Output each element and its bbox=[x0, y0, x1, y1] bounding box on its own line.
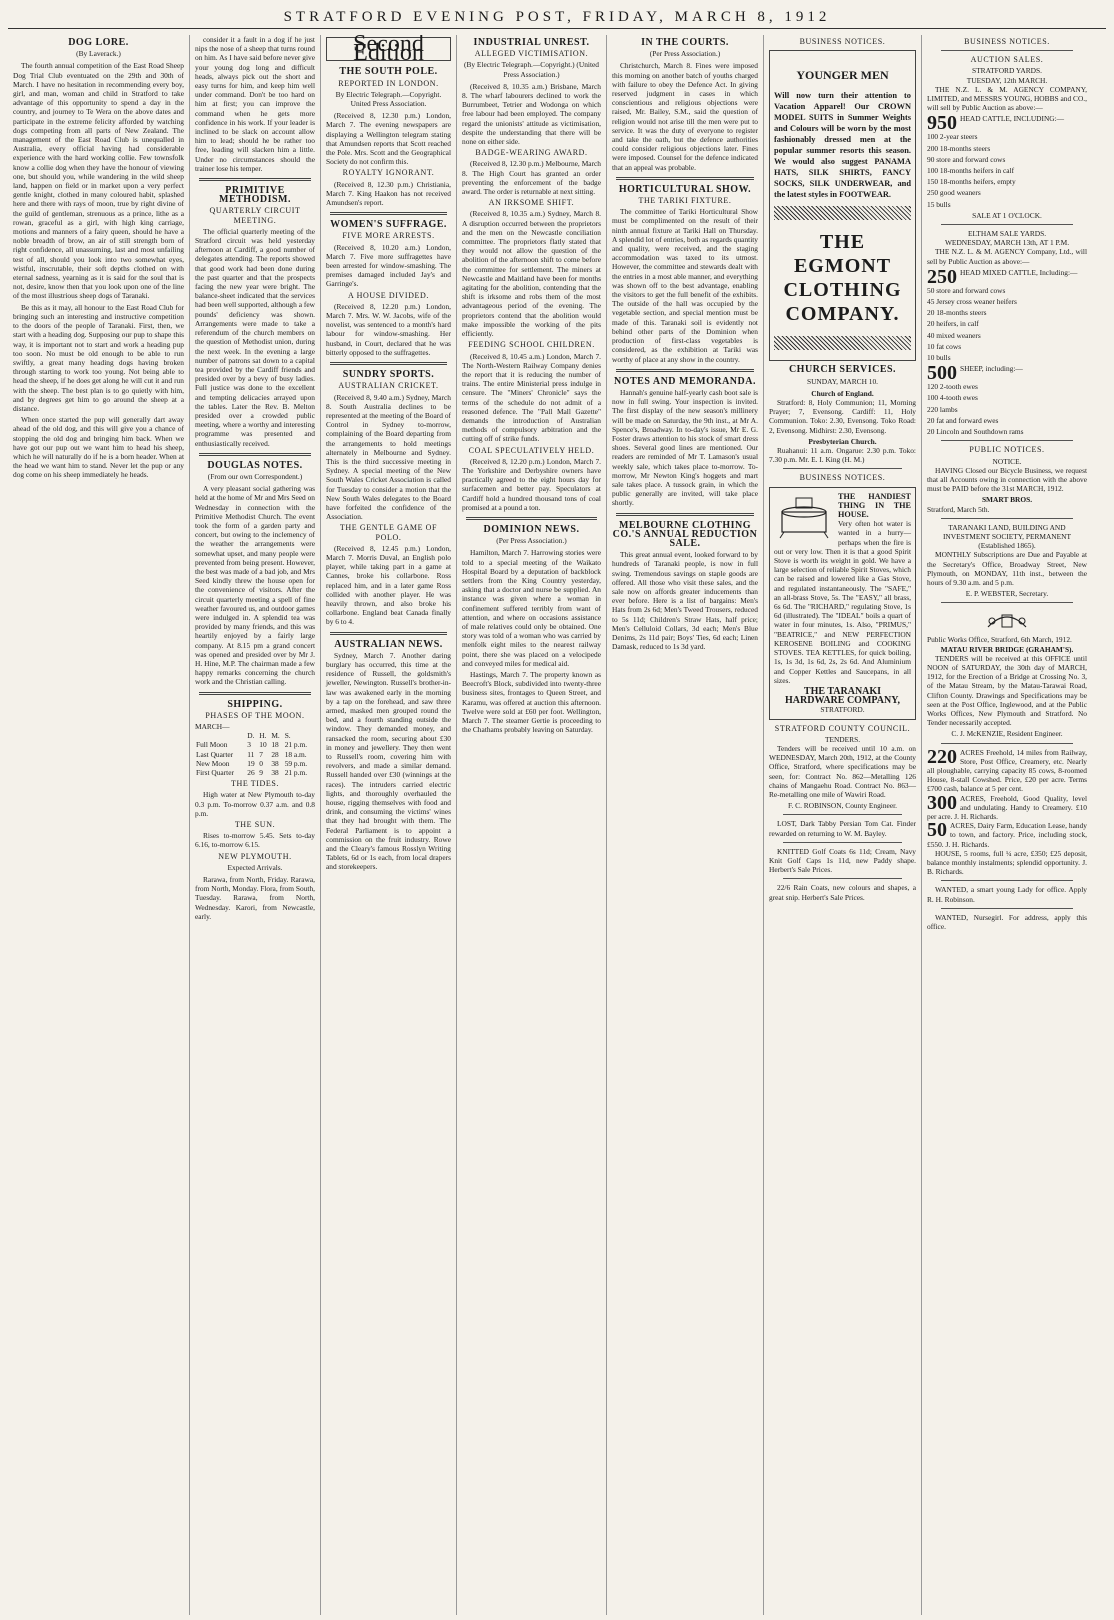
south-pole-title: THE SOUTH POLE. bbox=[339, 66, 438, 78]
polo-subtitle: THE GENTLE GAME OF POLO. bbox=[339, 523, 438, 542]
egmont-company-name: THE EGMONT CLOTHING COMPANY. bbox=[783, 231, 902, 326]
wanted-lady-notice: WANTED, a smart young Lady for office. Apply R. H. Robinson. bbox=[927, 885, 1087, 904]
feeding-text: (Received 8, 10.45 a.m.) London, March 7. The North-Western Railway Company denies the report that it is reducing the number of trains. The entire Ministerial press indulge in censure. The "Miners' Chronicle" says the terms of the schedule do not admit of a reasoned defence. The "Pall Mall Gazette" demands the introduction of Australian methods of compulsory arbitration and the cutting off of strike funds. bbox=[462, 351, 601, 444]
coal-text: (Received 8, 12.20 p.m.) London, March 7. The Yorkshire and Derbyshire owners have practically agreed to the eight hours day for surfacemen and better pay. Speculators at Cardiff hold a hundred thousand tons of coal promised at a pound a ton. bbox=[462, 456, 601, 512]
dog-lore-continued: consider it a fault in a dog if he just nips the nose of a sheep that turns round on him. As I have said before never give your young dog long and difficult heads, always pick out the short and easy turns for him, and keep him well under command. Don't be too hard on him at first; you can improve the command when he gets more confidence in his work. If your leader is inclined to be slack on account allow him to lead; should he be rather too free, leading will slacken him a little. Under no circumstances should the trainer lose his temper. bbox=[195, 35, 315, 173]
douglas-text: A very pleasant social gathering was held at the home of Mr and Mrs Seed on Wednesday in connection with the Primitive Methodist Church. The event took the form of a garden party and concert, but owing to the inclemency of the weather the arrangements were somewhat upset, and many people were prevented from being present. However, the best was made of a bad job, and Mrs Seed kindly threw the house open for the convenience of visitors. After the circuit quarterly meeting a spell of fine weather favoured us, and outdoor games were indulged in. A splendid tea was provided by many friends, and this was heartily enjoyed by a fairly large company. At 8.15 pm a grand concert was opened and presided over by Mr J. H. Hine, M.P. The chairman made a few happy remarks concerning the church work and the Christian calling. bbox=[195, 484, 315, 687]
acres-50-text: ACRES, Dairy Farm, Education Lease, handy to town, and factory. Price, including stock, £550. J. H. Richards. bbox=[927, 821, 1087, 849]
cattle-950-number: 950 bbox=[927, 112, 957, 135]
south-pole-credit: By Electric Telegraph.—Copyright. United Press Association. bbox=[335, 89, 442, 109]
acres-300-block bbox=[927, 791, 1087, 822]
resident-engineer: C. J. McKENZIE, Resident Engineer. bbox=[951, 729, 1063, 739]
douglas-subtitle: (From our own Correspondent.) bbox=[207, 471, 303, 481]
acres-220-text: ACRES Freehold, 14 miles from Railway, Store, Post Office, Creamery, etc. Nearly all ploughable, carrying capacity 85 cows, 8-roomed House, 8-stall Cowshed. Price, £20 per acre. Terms £700 cash, balance at 5 per cent. bbox=[927, 747, 1087, 794]
moon-row: New Moon 19 0 38 59 p.m. bbox=[196, 758, 308, 768]
masthead: STRATFORD EVENING POST, FRIDAY, MARCH 8, 1912 bbox=[8, 6, 1106, 29]
stratford-yards-date: TUESDAY, 12th MARCH. bbox=[966, 75, 1048, 85]
shipping-title: SHIPPING. bbox=[227, 698, 283, 710]
acres-300-text: ACRES, Freehold, Good Quality, level and undulating. Handy to Creamery. £10 per acre. J. H. Richards. bbox=[927, 793, 1087, 821]
business-notices-2-title: BUSINESS NOTICES. bbox=[799, 473, 886, 483]
victimisation-text: (Received 8, 10.35 a.m.) Brisbane, March 8. The wharf labourers declined to work the Burrumbeet, Tetrier and Wodonga on which free labour had been employed. The company regard the unionists' attitude as victimisation, despite the understanding that there will be none on either side. bbox=[462, 81, 601, 147]
cattle-item: 20 heifers, in calf bbox=[927, 319, 979, 329]
acres-50-number: 50 bbox=[927, 819, 947, 842]
acres-300-number: 300 bbox=[927, 791, 957, 814]
eltham-yards: ELTHAM SALE YARDS. bbox=[967, 229, 1047, 239]
cattle-950-block bbox=[927, 112, 1087, 135]
cattle-item: 10 fat cows bbox=[927, 341, 962, 351]
feeding-subtitle: FEEDING SCHOOL CHILDREN. bbox=[468, 340, 595, 350]
building-society-text: MONTHLY Subscriptions are Due and Payable at the Secretary's Office, Broadway Street, New Plymouth, on MONDAY, 11th inst., between the hours of 9.30 a.m. and 5 p.m. bbox=[927, 550, 1087, 587]
handiest-heading: THE HANDIEST THING IN THE HOUSE. bbox=[838, 491, 911, 520]
cattle-item: 20 18-months steers bbox=[927, 308, 987, 318]
cricket-text: (Received 8, 9.40 a.m.) Sydney, March 8. South Australia declines to be represented at the meeting of the Board of Control in Sydney to-morrow, complaining of the Board departing from the arrangements to hold meetings alternately in Melbourne and Sydney. This is the third successive meeting in Sydney. A special meeting of the New South Wales Cricket Association is called for Tuesday to consider a motion that the New South Wales delegates to the Board have forfeited the confidence of the Association. bbox=[326, 392, 451, 522]
decorative-hatch-top bbox=[774, 206, 911, 220]
spirit-stove-illustration bbox=[774, 494, 834, 540]
cattle-250-number: 250 bbox=[927, 265, 957, 288]
tides-title: THE TIDES. bbox=[230, 779, 280, 789]
bicycle-notice-text: HAVING Closed our Bicycle Business, we request that all Accounts owing in connection with the above must be PAID before the 31st MARCH, 1912. bbox=[927, 465, 1087, 494]
dominion-news-title: DOMINION NEWS. bbox=[483, 523, 580, 535]
bridge-text: TENDERS will be received at this OFFICE until NOON of SATURDAY, the 30th day of MARCH, 1912, for the Erection of a Bridge at Crossing No. 3, of the Matau Stream, by the Matau-Tarawai Road, Clifton County. Drawings and Specifications may be seen at the Post Office, Inglewood, and at the Public Works Offices, New Plymouth and Stratford. No Tender necessarily accepted. bbox=[927, 653, 1087, 728]
shift-subtitle: AN IRKSOME SHIFT. bbox=[488, 198, 575, 208]
handiest-text: Very often hot water is wanted in a hurry—perhaps when the fire is out or very low. Then it is that a good Spirit Stove is worth its weight in gold. We have a large selection of reliable Spirit Stoves, which can be raised and lowered like a Gas Stove, and regulated instantaneously. The "SAFE," an all-brass Stove, 5s. The "EASY," all brass, 6s 6d. The "RICHARD," regulating Stove, 1s 6d (illustrated). The "IDEAL" boils a quart of water in four minutes, 1s. Also, "PRIMUS," "BEATRICE," and NEW PERFECTION KEROSENE BOILING and COOKING STOVES. TEA KETTLES, for quick boiling, 1s, 1s 3d, 1s 6d, 2s, 2s 6d. And Aluminium and Copper Kettles and Saucepans, in all sizes. bbox=[774, 519, 911, 685]
sheep-item: 100 4-tooth ewes bbox=[927, 393, 978, 403]
secretary: E. P. WEBSTER, Secretary. bbox=[965, 589, 1049, 599]
arrests-text: (Received 8, 10.20 a.m.) London, March 7. Five more suffragettes have been arrested for window-smashing. The premises damaged included Jay's and Garringe's. bbox=[326, 242, 451, 289]
dog-lore-text-3: When once started the pup will generally dart away ahead of the old dog, and this will give you a chance of stopping the old dog and bringing him back. When we have got our pup out we want him to head his sheep, which he will naturally do if he is a born header. When at the head we want him to stand. Never let the pup or any dog come on his sheep immediately he heads. bbox=[13, 415, 184, 480]
wanted-nursegirl-notice: WANTED, Nursegirl. For address, apply this office. bbox=[927, 912, 1087, 932]
second-edition-banner: Second Edition bbox=[326, 37, 451, 61]
column-4 bbox=[457, 35, 607, 1615]
courts-title: IN THE COURTS. bbox=[641, 37, 729, 48]
younger-men-text: Will now turn their attention to Vacation Apparel! Our CROWN MODEL SUITS in Summer Weights and Colours will be worn by the most fashionably dressed men at the popular summer resorts this season. We would also suggest PANAMA HATS, SILK SHIRTS, FANCY SOCKS, SILK UNDERWEAR, and the latest styles in FOOTWEAR. bbox=[774, 91, 911, 200]
acres-220-block bbox=[927, 745, 1087, 794]
public-notices-title: PUBLIC NOTICES. bbox=[969, 445, 1045, 455]
sheep-item: 120 2-tooth ewes bbox=[927, 382, 978, 392]
sheep-500-number: 500 bbox=[927, 362, 957, 385]
public-works-office: Public Works Office, Stratford, 6th March, 1912. bbox=[927, 635, 1072, 645]
south-pole-text: (Received 8, 12.30 p.m.) London, March 7. The evening newspapers are displaying a Wellington telegram stating that Amundsen reports that Scott reached the Pole. Mrs. Scott and the Geographical Society do not confirm this. bbox=[326, 111, 451, 167]
sun-title: THE SUN. bbox=[234, 820, 276, 830]
industrial-credit: (By Electric Telegraph.—Copyright.) (United Press Association.) bbox=[463, 60, 599, 79]
hardware-advert bbox=[769, 487, 916, 720]
moon-row: First Quarter 26 9 38 21 p.m. bbox=[196, 768, 308, 778]
column-7 bbox=[922, 35, 1092, 1615]
moon-row: Full Moon 3 10 18 21 p.m. bbox=[196, 740, 308, 750]
house-divided-text: (Received 8, 12.20 p.m.) London, March 7. Mrs. W. W. Jacobs, wife of the novelist, was sentenced to a month's hard labour for window-smashing. Her husband, in Court, declared that he was bitterly opposed to the suffragettes. bbox=[326, 301, 451, 357]
acres-220-number: 220 bbox=[927, 745, 957, 768]
dog-lore-byline: (By Laverack.) bbox=[76, 49, 121, 59]
sundry-sports-title: SUNDRY SPORTS. bbox=[342, 369, 435, 381]
egmont-advert bbox=[769, 50, 916, 361]
methodism-text: The official quarterly meeting of the Stratford circuit was held yesterday afternoon at Cardiff, a good number of delegates attending. The reports showed that good work had been done during the past quarter and that the prospects facing the new year were bright. The balance-sheet indicated that the services had been well supported, although a few pounds' deficiency was shown. Arrangements were made to take a referendum of the church members on the question of Methodist union, during the next week. In the evening a large number of patrons sat down to a capital tea provided by the Cardiff friends and presided over by a bevy of busy ladies. Full justice was done to the excellent and tempting delicacies arrayed upon the tables. Later the Rev. B. Melton presided over a crowded public meeting, where a worthy and interesting programme was presented and enthusiastically received. bbox=[195, 226, 315, 448]
royalty-subtitle: ROYALTY IGNORANT. bbox=[342, 168, 435, 178]
sheep-500-block bbox=[927, 362, 1087, 385]
notes-text: Hannah's genuine half-yearly cash boot sale is now in full swing. Your inspection is invited. The first display of the new season's millinery will be made on Saturday, the 9th inst., at Mr A. Spence's, Broadway. In to-day's issue, Mr E. G. Foster draws attention to his stock of smart dress shoes. Several good lines are mentioned. Our readers are reminded of Mr T. Lamason's usual weekly sale, which takes place to-morrow. To-morrow, Mr Newton King's hoggets and mart sale takes place. A tussock grain, in which the public generally are invited, will take place shortly. bbox=[612, 387, 758, 508]
building-society-title: TARANAKI LAND, BUILDING AND INVESTMENT SOCIETY, PERMANENT (Established 1865). bbox=[942, 522, 1072, 551]
royalty-text: (Received 8, 12.30 p.m.) Christiania, March 7. King Haakon has not received Amundsen's report. bbox=[326, 179, 451, 208]
column-5 bbox=[607, 35, 764, 1615]
dominion-text-2: Hastings, March 7. The property known as Beecroft's Block, subdivided into twenty-three business sites, frontages to Queen Street, and Karamu, was offered at auction this afternoon. Twelve were sold at £60 per foot. Wellington, March 7. The steamer Gertie is proceeding to the Chathams probably leaving on Saturday. bbox=[462, 670, 601, 735]
cattle-item: 150 18-months heifers, empty bbox=[927, 177, 1016, 187]
crest-icon bbox=[982, 607, 1032, 633]
australian-news-text: Sydney, March 7. Another daring burglary has occurred, this time at the residence of Russell, the goldsmith's jeweller, Newington. Russell's brother-in-law was awakened early in the morning by a tap on the forehead, and saw three armed, masked men grouped round the bed, and a fourth standing outside the window. They demanded money, and ransacked the room, securing about £30 in money and jewellery. They then went to Russell's room, covering him with revolvers, and made a similar demand. Russell handed over £30 (winnings at the races). The intruders carried electric lights, and thoroughly overhauled the house, rigging themselves with food and drink, and consuming the victims' wines that they had brought with them. The Federal Parliament is to appoint a commission on the fruit industry. Rowe and the Cleary's famous Rosslyn Writing Tablets, 6d or 1s each, from local drapers and storekeepers. bbox=[326, 650, 451, 872]
rain-coats-notice: 22/6 Rain Coats, new colours and shapes, a great snip. Herbert's Sale Prices. bbox=[769, 883, 916, 902]
shift-text: (Received 8, 10.35 a.m.) Sydney, March 8. A disruption occurred between the proprietors and the men on the Newcastle conciliation committee. The proprietors flatly stated that they would not allow the question of the abolition of the afternoon shift to come before the committee for settlement. The miners at Newcastle and Maitland have been for months agitating for the abolition, contending that the shift is irksome and robs them of the most advantageous period of the evening. The proprietors contend that the abolition would make impossible the working of the pits efficiently. bbox=[462, 209, 601, 339]
cattle-item: 90 store and forward cows bbox=[927, 154, 1006, 164]
dog-lore-text: The fourth annual competition of the East Road Sheep Dog Trial Club eventuated on the 29th and 30th of March. I have no hesitation in recommending every boy, girl, and man, woman and child in Stratford to take advantage of this opportunity to spend a day in the country, and journey to Te Wera on the above dates and participate in the extreme felicity afforded by watching dogs competing from all parts of New Zealand. The management of the East Road Club is unequalled in Australia, every official having had considerable experience with the hard working collie. Few townsfolk know a collie dog when they have the honour of viewing one, but should you, while wandering in the wild sheep land, happen on field or in market upon a very perfect gentle knight, clothed in many coloured habit, splashed here and there with rays of moon, true by right divine of the guild of gentleman, strenuous as a prince, lithe as a rowan, graceful as a girl, with high king carriage, motions and manners of a fairy queen, should he have a noble breadth of brow, an air of still strength born of right confidence, all unassuming, last and most unfailing test of all, should you look into two somewhat eyes, wistful, inscrutable, their soft depths clothed on with eternal sadness, yearning as it is said for the soul that is not, desire, know then that you look upon one of the line of the most illustrious sheep dogs of Taranaki. bbox=[13, 61, 184, 301]
dominion-text: Hamilton, March 7. Harrowing stories were told to a special meeting of the Waikato Hospital Board by a deputation of backblock settlers from the King Country yesterday, asking that a doctor and nurse be supplied. An instance was given where a woman in confinement suffered terribly from want of attention, and where on occasions assistance of male relatives could only be obtained. One story was told of a woman who was carried by menfolk eight miles to the nearest railway point, there she was placed on a velocipede and conveyed miles for medical aid. bbox=[462, 548, 601, 668]
presbyterian-text: Ruahanui: 11 a.m. Ongarue: 2.30 p.m. Toko: 7.30 p.m. Mr. E. I. King (H. M.) bbox=[769, 446, 916, 465]
cattle-item: 250 good weaners bbox=[927, 188, 981, 198]
stratford-yards: STRATFORD YARDS. bbox=[972, 66, 1042, 76]
church-services-title: CHURCH SERVICES. bbox=[788, 364, 897, 376]
eltham-date: WEDNESDAY, MARCH 13th, AT 1 P.M. bbox=[944, 238, 1070, 248]
dominion-credit: (Per Press Association.) bbox=[496, 536, 567, 546]
arrests-subtitle: FIVE MORE ARRESTS. bbox=[342, 231, 435, 241]
sheep-item: 220 lambs bbox=[927, 404, 958, 414]
business-notices-right-title: BUSINESS NOTICES. bbox=[964, 37, 1050, 46]
badge-subtitle: BADGE-WEARING AWARD. bbox=[475, 148, 588, 158]
tenders-text: Tenders will be received until 10 a.m. on WEDNESDAY, March 20th, 1912, at the County Office, Stratford, where specifications may be seen, for: Contract No. 862—Metalling 126 chains of Mangaehu Road. Contract No. 863—Re-metalling one mile of Wawiri Road. bbox=[769, 743, 916, 799]
church-date: SUNDAY, MARCH 10. bbox=[806, 376, 879, 386]
womens-suffrage-title: WOMEN'S SUFFRAGE. bbox=[330, 219, 447, 231]
moon-header-row: D. H. M. S. bbox=[247, 731, 291, 741]
moon-table bbox=[195, 731, 315, 777]
house-notice: HOUSE, 5 rooms, full ¼ acre, £350; £25 deposit, balance monthly instalments; splendid opportunity. J. B. Richards. bbox=[927, 848, 1087, 877]
acres-50-block bbox=[927, 821, 1087, 849]
sheep-item: 20 Lincoln and Southdown rams bbox=[927, 427, 1024, 437]
column-6 bbox=[764, 35, 922, 1615]
cattle-item: 40 mixed weaners bbox=[927, 330, 981, 340]
cattle-item: 100 2-year steers bbox=[927, 132, 978, 142]
auction-sales-title: AUCTION SALES. bbox=[970, 55, 1044, 65]
columns bbox=[8, 35, 1106, 1615]
coal-subtitle: COAL SPECULATIVELY HELD. bbox=[468, 445, 595, 455]
column-2 bbox=[190, 35, 321, 1615]
hardware-town: STRATFORD. bbox=[820, 705, 865, 715]
dog-lore-title: DOG LORE. bbox=[68, 37, 129, 48]
decorative-hatch-bottom bbox=[774, 336, 911, 350]
cattle-item: 100 18-months heifers in calf bbox=[927, 166, 1015, 176]
cattle-250-block bbox=[927, 265, 1087, 288]
south-pole-subtitle: REPORTED IN LONDON. bbox=[338, 78, 439, 88]
horticultural-title: HORTICULTURAL SHOW. bbox=[618, 183, 752, 195]
sun-text: Rises to-morrow 5.45. Sets to-day 6.16, to-morrow 6.15. bbox=[195, 831, 315, 850]
tides-text: High water at New Plymouth to-day 0.3 p.m. To-morrow 0.37 a.m. and 0.8 p.m. bbox=[195, 790, 315, 818]
county-engineer: F. C. ROBINSON, County Engineer. bbox=[787, 801, 898, 811]
melbourne-clothing-text: This great annual event, looked forward to by hundreds of Taranaki people, is now in full swing. Tremendous savings on staple goods are offered. All those who visit these sales, and the sale now on affords greater inducements than ever before. Here is a list of bargains: Men's Hats from 2s 6d; Men's Tweed Trousers, reduced to 5s 11d; Children's Straw Hats, half price; Men's Celluloid Collars, 3d each; Men's Blue Denims, 2s 11d pair; Boys' Ties, 6d each; Linen Damask, reduced to 1s 3d yard. bbox=[612, 550, 758, 652]
agency-text: THE N.Z. L. & M. AGENCY COMPANY, LIMITED, and MESSRS YOUNG, HOBBS and CO., will sell by Public Auction as above:— bbox=[927, 84, 1087, 113]
presbyterian-church: Presbyterian Church. bbox=[808, 436, 877, 446]
dog-lore-text-2: Be this as it may, all honour to the East Road Club for bringing such an interesting and instructive competition to the doors of the people of Taranaki. First, then, we start with a heading dog. Supposing our pup to shape this way, it is important not to start and work a heading pup too soon. No must be old enough to be able to run swiftly, a great many heading dogs having broken through starting to work too young. Not being able to head the sheep, if he does get along he will cut it and run with the sheep. The best plan is to go quietly with him, and by degrees get him to go around the sheep at a distance. bbox=[13, 302, 184, 413]
moon-title: PHASES OF THE MOON. bbox=[205, 710, 305, 720]
business-notices-title: BUSINESS NOTICES. bbox=[799, 37, 886, 46]
house-divided-subtitle: A HOUSE DIVIDED. bbox=[348, 290, 429, 300]
column-3 bbox=[321, 35, 457, 1615]
notes-title: NOTES AND MEMORANDA. bbox=[614, 375, 756, 387]
sheep-500-text: SHEEP, including:— bbox=[960, 364, 1023, 374]
church-of-england-text: Stratford: 8, Holy Communion; 11, Morning Prayer; 7, Evensong. Cardiff: 11, Holy Communion. Toko: 2.30, Evensong. Toko Road: 2, Evensong. Midhirst: 2.30, Evensong. bbox=[769, 398, 916, 435]
sale-time: SALE AT 1 O'CLOCK. bbox=[972, 210, 1042, 220]
moon-month: MARCH— bbox=[195, 722, 230, 732]
church-of-england: Church of England. bbox=[811, 388, 874, 398]
polo-text: (Received 8, 12.45 p.m.) London, March 7. Morris Duval, an English polo player, while taking part in a game at Cannes, broke his collarbone. Ross replaced him, and in a later game Ross collided with another player. He was heavily thrown, and also broke his collarbone. England beat Canada finally by 6 to 4. bbox=[326, 543, 451, 627]
sheep-item: 20 fat and forward ewes bbox=[927, 415, 999, 425]
horticultural-text: The committee of Tariki Horticultural Show must be complimented on the result of their ninth annual fixture at Tariki Hall on Thursday. A splendid lot of entries, both as regards quantity and quality, were received, and the staging accommodation was taxed to its utmost. However, the committee and stewards dealt with the entries in a most able manner, and everything was shown off to the best advantage, enabling the visitors to get the full benefit of the exhibits. The outside of the hall was occupied by the vegetable section, and special mention must be made of this. Taranaki soil is evidently not behind other parts of the Dominion when production of first-class vegetables is considered, as the exhibition at Tariki was worthy of place at any show in the country. bbox=[612, 207, 758, 364]
tenders-title: TENDERS. bbox=[824, 734, 861, 744]
column-1 bbox=[8, 35, 190, 1615]
courts-credit: (Per Press Association.) bbox=[649, 49, 721, 59]
smart-bros-date: Stratford, March 5th. bbox=[927, 504, 990, 514]
younger-men-heading: YOUNGER MEN bbox=[796, 68, 889, 83]
douglas-title: DOUGLAS NOTES. bbox=[207, 459, 303, 471]
cattle-item: 45 Jersey cross weaner heifers bbox=[927, 297, 1017, 307]
county-council-title: STRATFORD COUNTY COUNCIL. bbox=[774, 723, 911, 733]
cricket-subtitle: AUSTRALIAN CRICKET. bbox=[338, 381, 439, 391]
expected-arrivals: Expected Arrivals. bbox=[227, 862, 283, 872]
hardware-company-name: THE TARANAKI HARDWARE COMPANY, bbox=[785, 685, 900, 707]
tariki-subtitle: THE TARIKI FIXTURE. bbox=[638, 196, 732, 206]
notice-heading: NOTICE. bbox=[992, 456, 1022, 466]
cattle-item: 200 18-months steers bbox=[927, 143, 991, 153]
new-plymouth-title: NEW PLYMOUTH. bbox=[218, 851, 292, 861]
lost-cat-notice: LOST, Dark Tabby Persian Tom Cat. Finder rewarded on returning to W. M. Bayley. bbox=[769, 819, 916, 838]
agency-2-text: THE N.Z. L. & M. AGENCY Company, Ltd., will sell by Public Auction as above:— bbox=[927, 247, 1087, 266]
methodism-subtitle: QUARTERLY CIRCUIT MEETING. bbox=[209, 206, 301, 225]
melbourne-clothing-title: MELBOURNE CLOTHING CO.'S ANNUAL REDUCTION SALE. bbox=[612, 519, 758, 549]
bridge-title: MATAU RIVER BRIDGE (GRAHAM'S). bbox=[940, 644, 1074, 654]
moon-row: Last Quarter 11 7 28 18 a.m. bbox=[196, 749, 307, 759]
methodism-title: PRIMITIVE METHODISM. bbox=[219, 185, 291, 206]
cattle-950-text: HEAD CATTLE, INCLUDING:— bbox=[960, 114, 1065, 124]
industrial-unrest-title: INDUSTRIAL UNREST. bbox=[473, 37, 590, 48]
smart-bros: SMART BROS. bbox=[981, 495, 1033, 505]
australian-news-title: AUSTRALIAN NEWS. bbox=[334, 638, 443, 650]
cattle-250-text: HEAD MIXED CATTLE, Including:— bbox=[960, 267, 1078, 277]
victimisation-subtitle: ALLEGED VICTIMISATION. bbox=[474, 49, 589, 59]
knitted-coats-notice: KNITTED Golf Coats 6s 11d; Cream, Navy Knit Golf Caps 1s 11d, new Paddy shape. Herbert's Sale Prices. bbox=[769, 846, 916, 875]
cattle-item: 15 bulls bbox=[927, 199, 951, 209]
courts-text: Christchurch, March 8. Fines were imposed this morning on another batch of youths charged with failure to obey the Defence Act. In giving reserved judgment in cases in which conscientious and religious objections were raised, Mr. Bailey, S.M., said the question of religion would not arise till the men were put to service. It was the duty of everyone to register and take the oath, but the defence authorities could consider religious objections later. Fines were imposed. Counsel for the defence indicated that an appeal was probable. bbox=[612, 61, 758, 172]
badge-text: (Received 8, 12.30 p.m.) Melbourne, March 8. The High Court has granted an order preventing the enforcement of the badge award. The order is returnable at next sitting. bbox=[462, 159, 601, 197]
cattle-item: 10 bulls bbox=[927, 353, 951, 363]
arrivals-text: Rarawa, from North, Friday. Rarawa, from North, Monday. Flora, from South, Tuesday. Rarawa, from North, Wednesday. Karori, from Newcastle, early. bbox=[195, 875, 315, 921]
cattle-item: 50 store and forward cows bbox=[927, 285, 1006, 295]
